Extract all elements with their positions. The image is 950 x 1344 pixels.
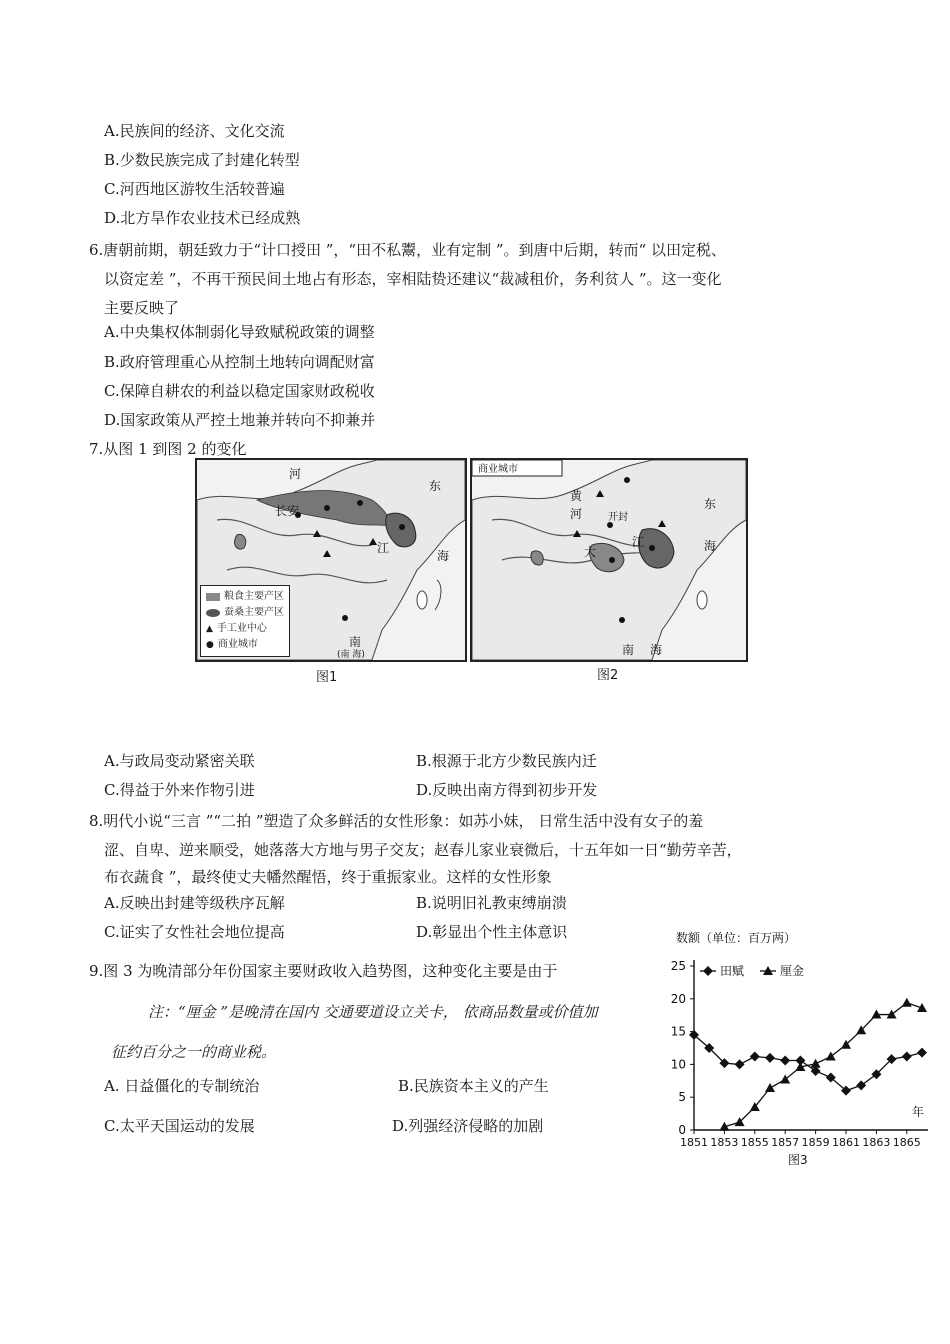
legend-swatch-silk xyxy=(206,609,220,617)
q6-stem-line2: 以资定差 ”，不再干预民间土地占有形态，宰相陆贽还建议“裁减租价，务利贫人 ”。这一变化 xyxy=(104,270,722,288)
legend-diamond-icon xyxy=(703,966,713,976)
y-tick-label: 10 xyxy=(670,1057,686,1072)
map2-legend-city: 商业城市 xyxy=(478,464,518,475)
x-tick-label: 1863 xyxy=(862,1136,891,1149)
diamond-point xyxy=(765,1053,775,1063)
q6-stem-line1: 6.唐朝前期，朝廷致力于“计口授田 ”，“田不私鬻，业有定制 ”。到唐中后期，转而“ 以田定税、 xyxy=(89,241,726,259)
q8-option-d: D.彰显出个性主体意识 xyxy=(416,923,568,941)
map1-label-jiang: 江 xyxy=(377,541,390,555)
city-marker xyxy=(357,500,363,506)
map1-label-nanhai-small: (南 海) xyxy=(337,650,365,660)
q8-option-c: C.证实了女性社会地位提高 xyxy=(104,923,285,941)
q7-option-b: B.根源于北方少数民族内迁 xyxy=(416,752,597,770)
map2-label-hai: 海 xyxy=(704,539,717,553)
q7-option-c: C.得益于外来作物引进 xyxy=(104,781,255,799)
map1-label-changan: 长安 xyxy=(275,504,300,518)
triangle-point xyxy=(765,1083,775,1092)
q8-option-a: A.反映出封建等级秩序瓦解 xyxy=(104,894,285,912)
map1-caption: 图1 xyxy=(316,670,338,685)
map2-caption: 图2 xyxy=(597,668,619,683)
legend-swatch-grain xyxy=(206,593,220,601)
city-marker xyxy=(649,545,655,551)
map1-label-hai: 海 xyxy=(437,549,450,563)
triangle-point xyxy=(902,998,912,1007)
x-tick-label: 1853 xyxy=(710,1136,739,1149)
q8-stem-line2: 涩、自卑、逆来顺受，她落落大方地与男子交友；赵春儿家业衰微后，十五年如一日“勤劳辛苦， xyxy=(104,841,742,859)
figure-3-chart xyxy=(660,928,940,1168)
map2-label-da: 大 xyxy=(584,545,597,559)
x-tick-label: 1859 xyxy=(801,1136,830,1149)
q6-option-b: B.政府管理重心从控制土地转向调配财富 xyxy=(104,353,375,371)
legend-city: 商业城市 xyxy=(217,639,258,650)
city-marker xyxy=(609,557,615,563)
q6-stem-line3: 主要反映了 xyxy=(104,299,180,317)
city-marker xyxy=(619,617,625,623)
legend-grain: 粮食主要产区 xyxy=(224,591,284,602)
q7-stem: 7.从图 1 到图 2 的变化 xyxy=(89,440,247,458)
x-tick-label: 1865 xyxy=(892,1136,921,1149)
diamond-point xyxy=(750,1052,760,1062)
map-figure-1 xyxy=(195,458,467,662)
q6-option-c: C.保障自耕农的利益以稳定国家财政税收 xyxy=(104,382,375,400)
y-tick-label: 0 xyxy=(678,1123,686,1137)
q7-option-a: A.与政局变动紧密关联 xyxy=(104,752,255,770)
chart-ylabel: 数额（单位：百万两） xyxy=(676,931,797,945)
diamond-point xyxy=(902,1052,912,1062)
q9-note-line2: 征约百分之一的商业税。 xyxy=(111,1043,277,1061)
x-tick-label: 1851 xyxy=(680,1136,708,1149)
dot-icon: ● xyxy=(206,640,214,650)
diamond-point xyxy=(856,1080,866,1090)
map2-label-he: 河 xyxy=(570,507,583,521)
legend-label: 厘金 xyxy=(780,964,805,978)
chart-xlabel: 年 xyxy=(912,1105,925,1119)
map1-label-he: 河 xyxy=(289,467,302,481)
map1-legend xyxy=(200,585,290,657)
diamond-point xyxy=(780,1055,790,1065)
q5-option-d: D.北方旱作农业技术已经成熟 xyxy=(104,209,301,227)
q7-option-d: D.反映出南方得到初步开发 xyxy=(416,781,598,799)
x-tick-label: 1857 xyxy=(771,1136,800,1149)
y-tick-label: 25 xyxy=(670,959,686,973)
q9-option-a: A. 日益僵化的专制统治 xyxy=(104,1077,260,1095)
city-marker xyxy=(324,505,330,511)
map2-label-hai2: 海 xyxy=(650,643,663,657)
map-figure-2 xyxy=(470,458,748,662)
q6-option-a: A.中央集权体制弱化导致赋税政策的调整 xyxy=(104,323,375,341)
triangle-point xyxy=(811,1059,821,1068)
map2-label-jiang: 江 xyxy=(632,535,645,549)
chart-caption: 图3 xyxy=(788,1153,808,1167)
q9-option-d: D.列强经济侵略的加剧 xyxy=(392,1117,544,1135)
legend-label: 田赋 xyxy=(720,964,745,978)
q5-option-b: B.少数民族完成了封建化转型 xyxy=(104,151,300,169)
q9-option-c: C.太平天国运动的发展 xyxy=(104,1117,255,1135)
city-marker xyxy=(342,615,348,621)
y-tick-label: 5 xyxy=(678,1090,686,1105)
diamond-point xyxy=(735,1059,745,1069)
q5-option-c: C.河西地区游牧生活较普遍 xyxy=(104,180,285,198)
map2-label-huang: 黄 xyxy=(570,489,583,503)
legend-craft: 手工业中心 xyxy=(216,623,267,634)
map1-label-nan: 南 xyxy=(349,635,362,649)
q9-option-b: B.民族资本主义的产生 xyxy=(398,1077,549,1095)
map2-label-nan: 南 xyxy=(622,643,635,657)
map1-label-dong: 东 xyxy=(429,479,442,493)
q5-option-a: A.民族间的经济、文化交流 xyxy=(104,122,285,140)
x-tick-label: 1861 xyxy=(832,1136,860,1149)
q6-option-d: D.国家政策从严控土地兼并转向不抑兼并 xyxy=(104,411,376,429)
city-marker xyxy=(624,477,630,483)
legend-silk: 蚕桑主要产区 xyxy=(224,607,284,618)
city-marker xyxy=(399,524,405,530)
q8-stem-line3: 布衣蔬食 ”，最终使丈夫幡然醒悟，终于重振家业。这样的女性形象 xyxy=(104,868,552,886)
diamond-point xyxy=(917,1048,927,1058)
x-tick-label: 1855 xyxy=(740,1136,769,1149)
map2-label-kaifeng: 开封 xyxy=(608,512,628,523)
y-tick-label: 15 xyxy=(670,1024,686,1039)
y-tick-label: 20 xyxy=(670,991,686,1006)
triangle-point xyxy=(917,1003,927,1012)
q9-stem: 9.图 3 为晚清部分年份国家主要财政收入趋势图，这种变化主要是由于 xyxy=(89,962,558,980)
q8-stem-line1: 8.明代小说“三言 ”“二拍 ”塑造了众多鲜活的女性形象：如苏小妹， 日常生活中没有女子的羞 xyxy=(89,812,704,830)
q9-note-line1: 注：“厘金 ”是晚清在国内 交通要道设立关卡， 依商品数量或价值加 xyxy=(148,1003,598,1021)
map2-drawing xyxy=(472,460,746,660)
q8-option-b: B.说明旧礼教束缚崩溃 xyxy=(416,894,567,912)
triangle-point xyxy=(826,1052,836,1061)
triangle-icon: ▲ xyxy=(206,624,213,634)
map2-label-dong: 东 xyxy=(704,497,717,511)
